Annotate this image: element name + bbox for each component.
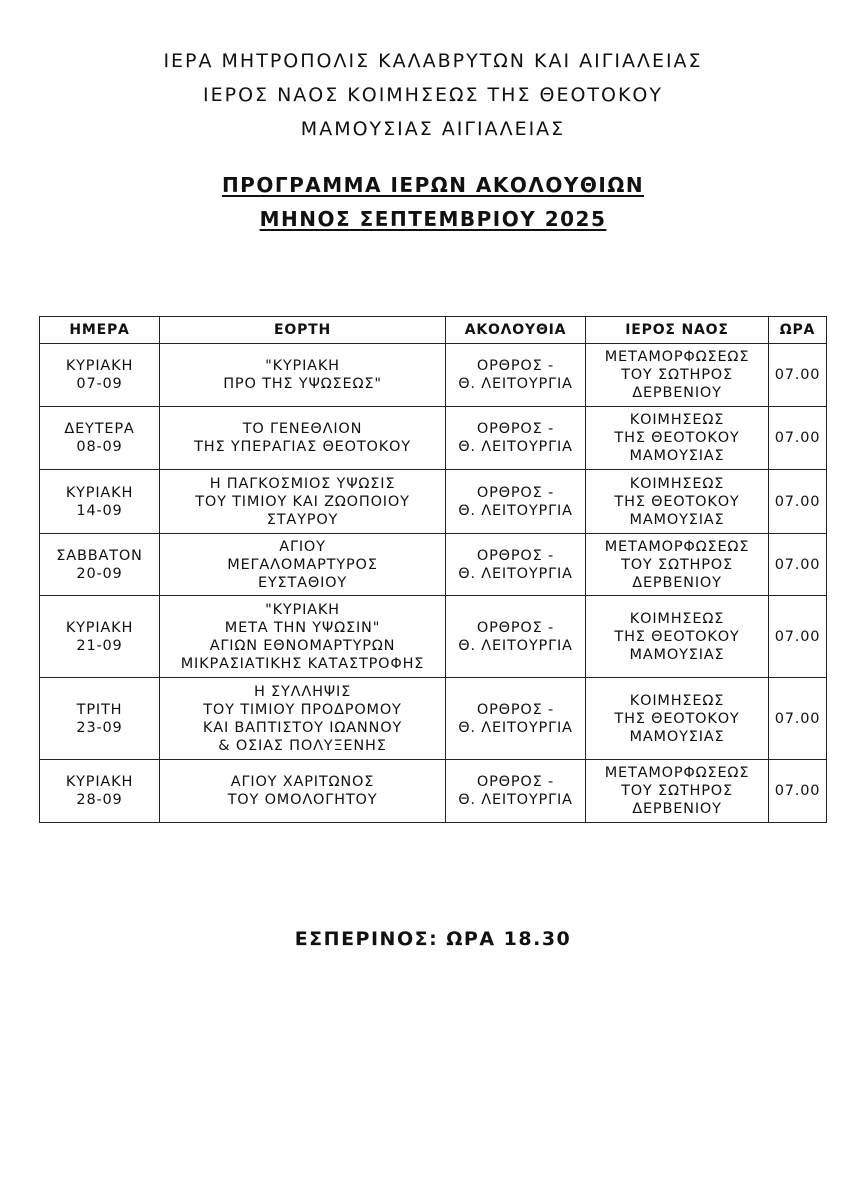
feast-line: ΤΟ ΓΕΝΕΘΛΙΟΝ (242, 421, 363, 437)
title-month: ΜΗΝΟΣ ΣΕΠΤΕΜΒΡΙΟΥ 2025 (259, 207, 607, 231)
day-name: ΚΥΡΙΑΚΗ (65, 619, 134, 636)
feast-line: Η ΣΥΛΛΗΨΙΣ (253, 683, 352, 700)
church-line: ΚΟΙΜΗΣΕΩΣ (629, 610, 725, 627)
cell-day (40, 470, 160, 534)
church-line: ΜΑΜΟΥΣΙΑΣ (629, 646, 725, 663)
service-line: Θ. ΛΕΙΤΟΥΡΓΙΑ (458, 637, 573, 654)
cell-service (446, 760, 586, 823)
feast-line: ΜΕΤΑ ΤΗΝ ΥΨΩΣΙΝ" (224, 619, 381, 636)
day-date: 14-09 (76, 502, 123, 519)
table-row (40, 760, 827, 823)
schedule-title (0, 168, 866, 236)
church-line: ΜΕΤΑΜΟΡΦΩΣΕΩΣ (604, 765, 750, 781)
church-line: ΤΟΥ ΣΩΤΗΡΟΣ (621, 556, 733, 573)
table-row (40, 407, 827, 470)
church-line: ΤΟΥ ΣΩΤΗΡΟΣ (621, 783, 733, 799)
cell-service (446, 678, 586, 760)
cell-church (586, 470, 769, 534)
cell-church (586, 407, 769, 470)
feast-line: & ΟΣΙΑΣ ΠΟΛΥΞΕΝΗΣ (218, 737, 387, 754)
header-day: ΗΜΕΡΑ (40, 317, 160, 344)
title-program: ΠΡΟΓΡΑΜΜΑ ΙΕΡΩΝ ΑΚΟΛΟΥΘΙΩΝ (221, 173, 645, 197)
day-date: 07-09 (76, 376, 123, 392)
cell-day (40, 760, 160, 823)
feast-line: ΤΗΣ ΥΠΕΡΑΓΙΑΣ ΘΕΟΤΟΚΟΥ (194, 439, 411, 455)
day-name: ΔΕΥΤΕΡΑ (64, 421, 135, 437)
header-time: ΩΡΑ (769, 317, 827, 344)
service-line: ΟΡΘΡΟΣ - (476, 547, 555, 564)
table-row (40, 534, 827, 596)
church-line: ΤΗΣ ΘΕΟΤΟΚΟΥ (614, 710, 740, 727)
header-service: ΑΚΟΛΟΥΘΙΑ (446, 317, 586, 344)
service-line: ΟΡΘΡΟΣ - (476, 701, 555, 718)
church-line: ΔΕΡΒΕΝΙΟΥ (632, 574, 722, 591)
cell-church (586, 678, 769, 760)
cell-service (446, 344, 586, 407)
feast-line: ΕΥΣΤΑΘΙΟΥ (257, 574, 348, 591)
feast-line: "ΚΥΡΙΑΚΗ (265, 601, 340, 618)
title-line-2 (0, 202, 866, 236)
day-date: 23-09 (76, 719, 123, 736)
cell-time: 07.00 (769, 344, 827, 407)
cell-feast (160, 407, 446, 470)
feast-line: ΑΓΙΟΥ (279, 538, 326, 555)
church-line: ΜΑΜΟΥΣΙΑΣ (629, 728, 725, 745)
service-line: ΟΡΘΡΟΣ - (476, 774, 555, 790)
service-line: Θ. ΛΕΙΤΟΥΡΓΙΑ (458, 376, 573, 392)
service-line: Θ. ΛΕΙΤΟΥΡΓΙΑ (458, 565, 573, 582)
church-line: ΜΑΜΟΥΣΙΑΣ (629, 511, 725, 528)
cell-feast (160, 344, 446, 407)
cell-feast (160, 470, 446, 534)
cell-time: 07.00 (769, 678, 827, 760)
table-row (40, 596, 827, 678)
cell-time: 07.00 (769, 534, 827, 596)
day-name: ΚΥΡΙΑΚΗ (65, 358, 134, 374)
service-line: ΟΡΘΡΟΣ - (476, 358, 555, 374)
church-line: ΚΟΙΜΗΣΕΩΣ (629, 692, 725, 709)
service-line: Θ. ΛΕΙΤΟΥΡΓΙΑ (458, 719, 573, 736)
church-line: ΜΑΜΟΥΣΙΑΣ (629, 448, 725, 464)
document-header (0, 44, 866, 146)
day-date: 08-09 (76, 439, 123, 455)
feast-line: ΑΓΙΟΥ ΧΑΡΙΤΩΝΟΣ (230, 774, 375, 790)
church-line: ΔΕΡΒΕΝΙΟΥ (632, 385, 722, 401)
cell-day (40, 407, 160, 470)
parish-location: ΜΑΜΟΥΣΙΑΣ ΑΙΓΙΑΛΕΙΑΣ (300, 118, 566, 140)
church-line: ΔΕΡΒΕΝΙΟΥ (632, 801, 722, 817)
day-name: ΤΡΙΤΗ (76, 701, 123, 718)
cell-service (446, 407, 586, 470)
feast-line: ΤΟΥ ΟΜΟΛΟΓΗΤΟΥ (227, 792, 378, 808)
metropolis-name: ΙΕΡΑ ΜΗΤΡΟΠΟΛΙΣ ΚΑΛΑΒΡΥΤΩΝ ΚΑΙ ΑΙΓΙΑΛΕΙΑΣ (163, 50, 703, 72)
feast-line: ΤΟΥ ΤΙΜΙΟΥ ΠΡΟΔΡΟΜΟΥ (203, 701, 402, 718)
cell-time: 07.00 (769, 596, 827, 678)
cell-day (40, 344, 160, 407)
cell-church (586, 596, 769, 678)
cell-service (446, 470, 586, 534)
feast-line: ΣΤΑΥΡΟΥ (266, 511, 339, 528)
service-line: Θ. ΛΕΙΤΟΥΡΓΙΑ (458, 439, 573, 455)
cell-church (586, 760, 769, 823)
cell-day (40, 596, 160, 678)
cell-time: 07.00 (769, 760, 827, 823)
church-line: ΚΟΙΜΗΣΕΩΣ (629, 412, 725, 428)
vespers-time: ΕΣΠΕΡΙΝΟΣ: ΩΡΑ 18.30 (294, 928, 572, 950)
day-date: 20-09 (76, 565, 123, 582)
feast-line: ΠΡΟ ΤΗΣ ΥΨΩΣΕΩΣ" (223, 376, 382, 392)
table-row (40, 470, 827, 534)
feast-line: "ΚΥΡΙΑΚΗ (265, 358, 340, 374)
church-line: ΤΗΣ ΘΕΟΤΟΚΟΥ (614, 493, 740, 510)
title-line-1 (0, 168, 866, 202)
table-row (40, 344, 827, 407)
header-church: ΙΕΡΟΣ ΝΑΟΣ (586, 317, 769, 344)
day-name: ΚΥΡΙΑΚΗ (65, 774, 134, 790)
header-feast: ΕΟΡΤΗ (160, 317, 446, 344)
cell-feast (160, 596, 446, 678)
cell-feast (160, 534, 446, 596)
feast-line: ΚΑΙ ΒΑΠΤΙΣΤΟΥ ΙΩΑΝΝΟΥ (202, 719, 403, 736)
church-name: ΙΕΡΟΣ ΝΑΟΣ ΚΟΙΜΗΣΕΩΣ ΤΗΣ ΘΕΟΤΟΚΟΥ (203, 84, 663, 106)
cell-service (446, 534, 586, 596)
cell-time: 07.00 (769, 407, 827, 470)
cell-church (586, 344, 769, 407)
service-line: ΟΡΘΡΟΣ - (476, 421, 555, 437)
service-line: Θ. ΛΕΙΤΟΥΡΓΙΑ (458, 502, 573, 519)
church-line: ΤΗΣ ΘΕΟΤΟΚΟΥ (614, 628, 740, 645)
services-table (39, 316, 827, 823)
day-name: ΣΑΒΒΑΤΟΝ (56, 547, 143, 564)
service-line: Θ. ΛΕΙΤΟΥΡΓΙΑ (458, 792, 573, 808)
service-line: ΟΡΘΡΟΣ - (476, 484, 555, 501)
cell-service (446, 596, 586, 678)
cell-day (40, 678, 160, 760)
feast-line: ΑΓΙΩΝ ΕΘΝΟΜΑΡΤΥΡΩΝ (209, 637, 396, 654)
feast-line: ΜΙΚΡΑΣΙΑΤΙΚΗΣ ΚΑΤΑΣΤΡΟΦΗΣ (180, 655, 425, 672)
feast-line: ΜΕΓΑΛΟΜΑΡΤΥΡΟΣ (227, 556, 378, 573)
cell-church (586, 534, 769, 596)
feast-line: ΤΟΥ ΤΙΜΙΟΥ ΚΑΙ ΖΩΟΠΟΙΟΥ (195, 493, 410, 510)
day-date: 28-09 (76, 792, 123, 808)
church-line: ΤΟΥ ΣΩΤΗΡΟΣ (621, 367, 733, 383)
cell-feast (160, 760, 446, 823)
table-row (40, 678, 827, 760)
day-name: ΚΥΡΙΑΚΗ (65, 484, 134, 501)
cell-day (40, 534, 160, 596)
church-line: ΤΗΣ ΘΕΟΤΟΚΟΥ (614, 430, 740, 446)
church-line: ΜΕΤΑΜΟΡΦΩΣΕΩΣ (604, 349, 750, 365)
cell-time: 07.00 (769, 470, 827, 534)
church-line: ΜΕΤΑΜΟΡΦΩΣΕΩΣ (604, 538, 750, 555)
church-line: ΚΟΙΜΗΣΕΩΣ (629, 475, 725, 492)
cell-feast (160, 678, 446, 760)
service-line: ΟΡΘΡΟΣ - (476, 619, 555, 636)
table-header-row (40, 317, 827, 344)
day-date: 21-09 (76, 637, 123, 654)
feast-line: Η ΠΑΓΚΟΣΜΙΟΣ ΥΨΩΣΙΣ (209, 475, 396, 492)
